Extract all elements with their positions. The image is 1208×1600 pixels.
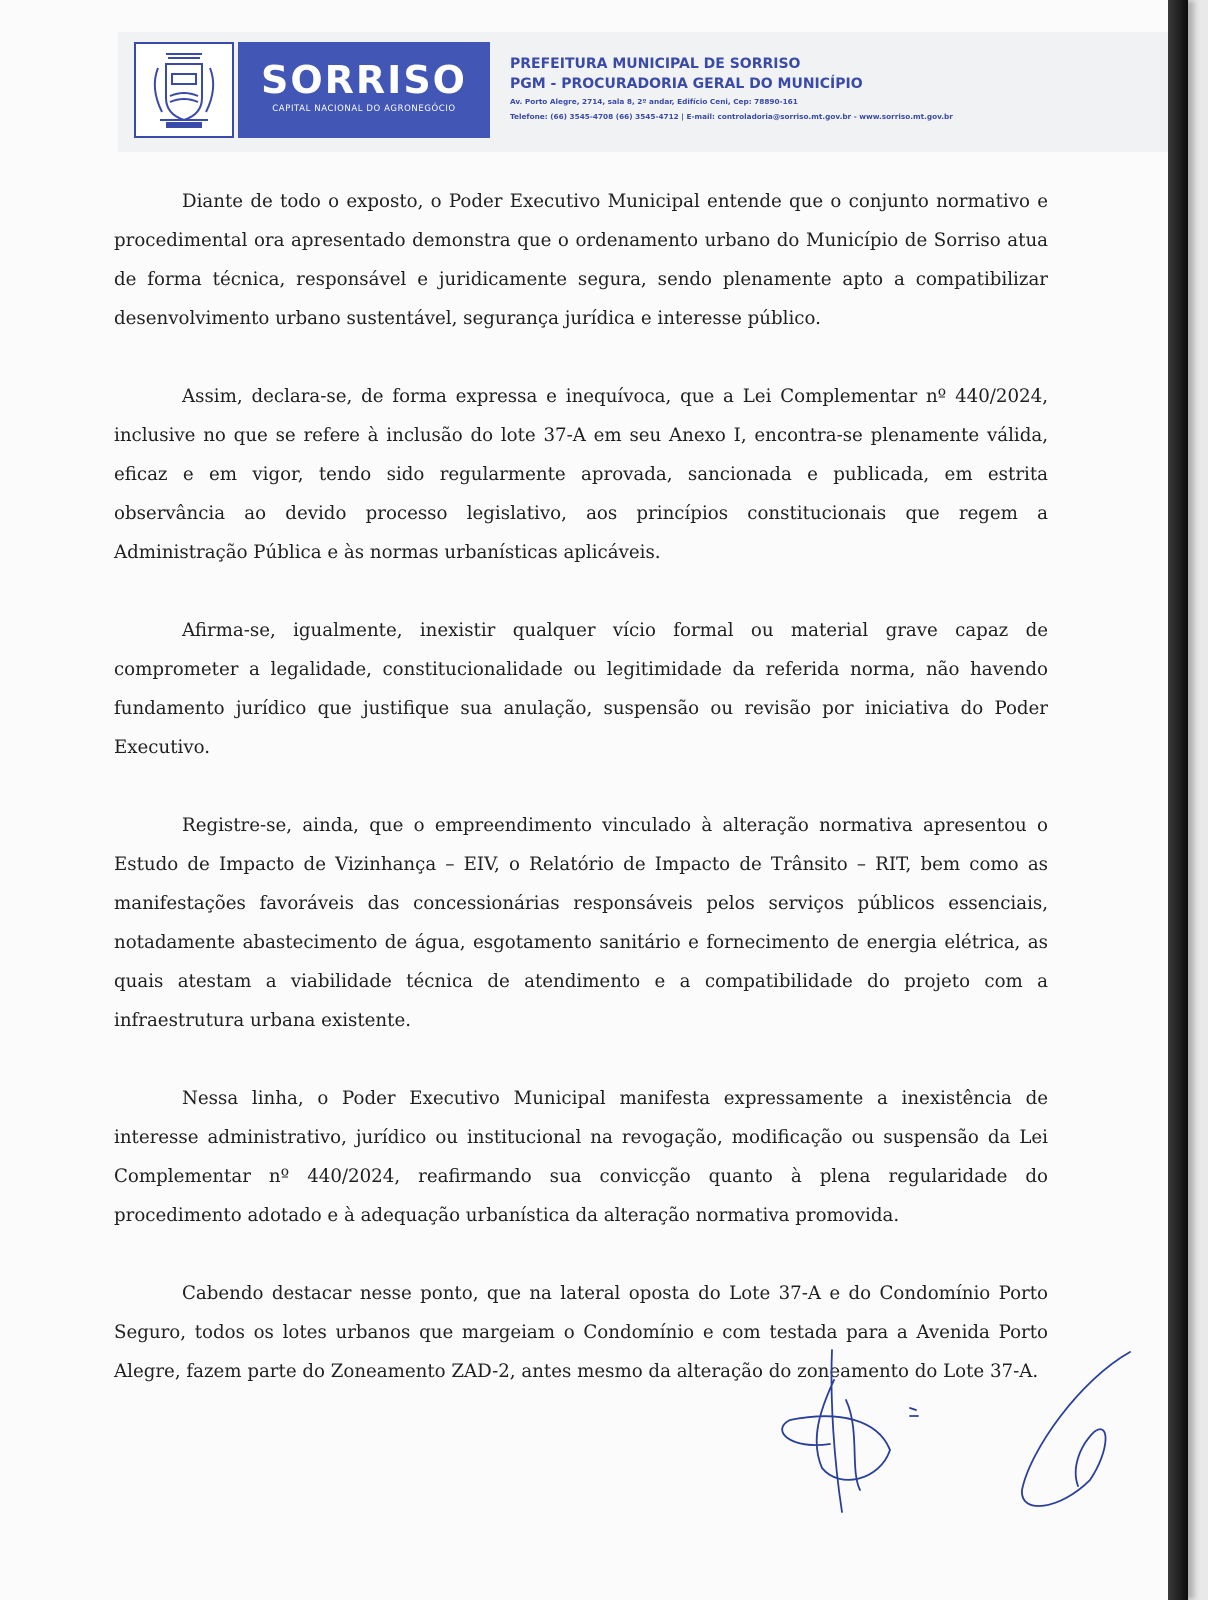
logo-name: SORRISO <box>260 58 467 102</box>
signature-2 <box>1022 1352 1130 1506</box>
logo-tagline: CAPITAL NACIONAL DO AGRONEGÓCIO <box>272 104 456 114</box>
paragraph-4: Registre-se, ainda, que o empreendimento vinculado à alteração normativa apresentou o Estudo de Impacto de Vizinhança – EIV, o Relatório de Impacto de Trânsito – RIT, bem como as manifestações favoráveis das concessionárias responsáveis pelos serviços públicos essenciais, notadamente abastecimento de água, esgotamento sanitário e fornecimento de energia elétrica, as quais atestam a viabilidade técnica de atendimento e a compatibilidade do projeto com a infraestrutura urbana existente. <box>114 815 1048 1031</box>
municipal-crest-icon <box>134 42 234 138</box>
org-contact: Telefone: (66) 3545-4708 (66) 3545-4712 | E-mail: controladoria@sorriso.mt.gov.br - www.sorriso.mt.gov.br <box>510 112 953 121</box>
paragraph-5: Nessa linha, o Poder Executivo Municipal manifesta expressamente a inexistência de interesse administrativo, jurídico ou institucional na revogação, modificação ou suspensão da Lei Complementar nº 440/2024, reafirmando sua convicção quanto à plena regularidade do procedimento adotado e à adequação urbanística da alteração normativa promovida. <box>114 1088 1048 1226</box>
letterhead <box>118 32 1173 152</box>
org-department: PGM - PROCURADORIA GERAL DO MUNICÍPIO <box>510 76 863 92</box>
sorriso-logo <box>238 42 490 138</box>
signature-1 <box>782 1350 890 1512</box>
paragraph-3: Afirma-se, igualmente, inexistir qualquer vício formal ou material grave capaz de comprometer a legalidade, constitucionalidade ou legitimidade da referida norma, não havendo fundamento jurídico que justifique sua anulação, suspensão ou revisão por iniciativa do Poder Executivo. <box>114 620 1048 758</box>
paragraph-1: Diante de todo o exposto, o Poder Executivo Municipal entende que o conjunto normativo e procedimental ora apresentado demonstra que o ordenamento urbano do Município de Sorriso atua de forma técnica, responsável e juridicamente segura, sendo plenamente apto a compatibilizar desenvolvimento urbano sustentável, segurança jurídica e interesse público. <box>114 191 1048 329</box>
signatures <box>760 1340 1160 1540</box>
organization-info <box>510 54 953 124</box>
paragraph-6: Cabendo destacar nesse ponto, que na lateral oposta do Lote 37-A e do Condomínio Porto Seguro, todos os lotes urbanos que margeiam o Condomínio e com testada para a Avenida Porto Alegre, fazem parte do Zoneamento ZAD-2, antes mesmo da alteração do zoneamento do Lote 37-A. <box>114 1283 1048 1382</box>
page-edge-shadow <box>1168 0 1188 1600</box>
document-body <box>114 182 1048 1391</box>
paragraph-2: Assim, declara-se, de forma expressa e inequívoca, que a Lei Complementar nº 440/2024, inclusive no que se refere à inclusão do lote 37-A em seu Anexo I, encontra-se plenamente válida, eficaz e em vigor, tendo sido regularmente aprovada, sancionada e publicada, em estrita observância ao devido processo legislativo, aos princípios constitucionais que regem a Administração Pública e às normas urbanísticas aplicáveis. <box>114 386 1048 563</box>
org-name: PREFEITURA MUNICIPAL DE SORRISO <box>510 56 801 72</box>
org-address: Av. Porto Alegre, 2714, sala 8, 2º andar, Edifício Ceni, Cep: 78890-161 <box>510 97 798 106</box>
